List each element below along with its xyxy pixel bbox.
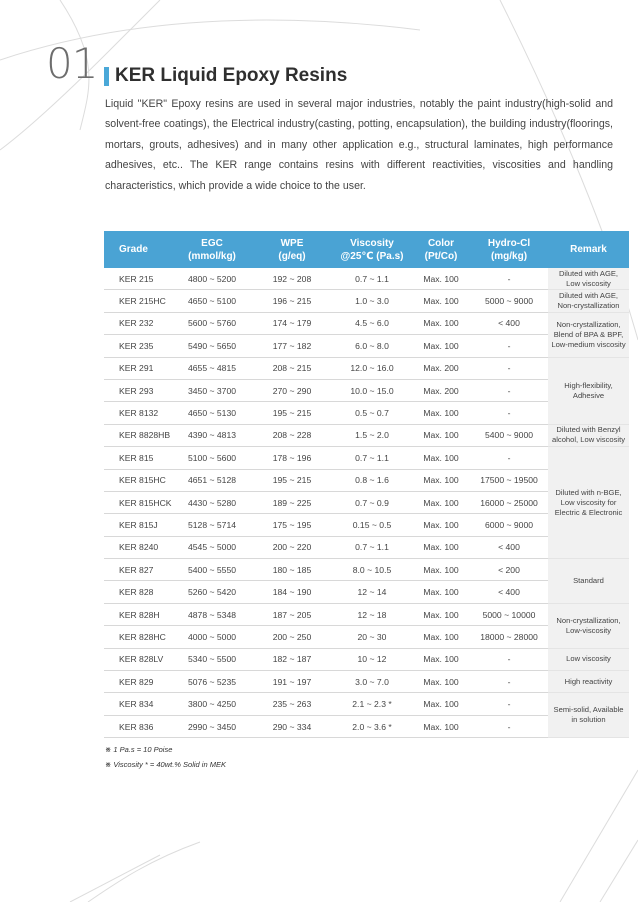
cell-remark: Low viscosity xyxy=(548,648,629,670)
cell-hydro-cl: - xyxy=(470,693,548,715)
cell-egc: 5400 ~ 5550 xyxy=(172,559,252,581)
cell-viscosity: 0.15 ~ 0.5 xyxy=(332,514,412,536)
cell-egc: 4800 ~ 5200 xyxy=(172,268,252,290)
cell-egc: 5128 ~ 5714 xyxy=(172,514,252,536)
cell-remark: High-flexibility, Adhesive xyxy=(548,357,629,424)
cell-egc: 5260 ~ 5420 xyxy=(172,581,252,603)
cell-viscosity: 0.7 ~ 1.1 xyxy=(332,447,412,469)
cell-remark: Standard xyxy=(548,559,629,604)
cell-hydro-cl: < 400 xyxy=(470,536,548,558)
cell-viscosity: 10.0 ~ 15.0 xyxy=(332,379,412,401)
cell-grade: KER 235 xyxy=(104,335,172,357)
cell-wpe: 200 ~ 250 xyxy=(252,626,332,648)
cell-grade: KER 815 xyxy=(104,447,172,469)
header-viscosity xyxy=(332,231,412,268)
cell-remark: Non-crystallization, Blend of BPA & BPF, Low-medium viscosity xyxy=(548,312,629,357)
cell-grade: KER 291 xyxy=(104,357,172,379)
cell-grade: KER 827 xyxy=(104,559,172,581)
cell-viscosity: 3.0 ~ 7.0 xyxy=(332,671,412,693)
cell-wpe: 195 ~ 215 xyxy=(252,402,332,424)
header-wpe-name: WPE xyxy=(280,237,304,249)
header-color xyxy=(412,231,470,268)
cell-wpe: 177 ~ 182 xyxy=(252,335,332,357)
cell-hydro-cl: 17500 ~ 19500 xyxy=(470,469,548,491)
cell-egc: 4650 ~ 5130 xyxy=(172,402,252,424)
cell-wpe: 270 ~ 290 xyxy=(252,379,332,401)
cell-viscosity: 6.0 ~ 8.0 xyxy=(332,335,412,357)
cell-hydro-cl: < 400 xyxy=(470,581,548,603)
cell-grade: KER 834 xyxy=(104,693,172,715)
cell-viscosity: 12 ~ 14 xyxy=(332,581,412,603)
cell-color: Max. 100 xyxy=(412,312,470,334)
cell-hydro-cl: - xyxy=(470,268,548,290)
cell-grade: KER 828HC xyxy=(104,626,172,648)
table-row xyxy=(104,671,629,693)
cell-egc: 2990 ~ 3450 xyxy=(172,715,252,737)
intro-paragraph: Liquid "KER" Epoxy resins are used in several major industries, notably the paint industry(high-solid and solvent-free coatings), the Electrical industry(casting, potting, encapsulation), the building industry(floorings, mortars, grouts, adhesives) and in many other application e.g., structural laminates, high performance adhesives, etc.. The KER range contains resins with different reactivities, viscosities and handling characteristics, which provide a wide choice to the user. xyxy=(105,98,613,192)
table-row xyxy=(104,357,629,379)
header-egc xyxy=(172,231,252,268)
cell-hydro-cl: 5000 ~ 10000 xyxy=(470,603,548,625)
cell-color: Max. 100 xyxy=(412,715,470,737)
cell-remark: Diluted with Benzyl alcohol, Low viscosity xyxy=(548,424,629,446)
cell-viscosity: 4.5 ~ 6.0 xyxy=(332,312,412,334)
cell-color: Max. 100 xyxy=(412,536,470,558)
cell-wpe: 174 ~ 179 xyxy=(252,312,332,334)
title-accent-bar xyxy=(104,67,109,86)
header-egc-unit: (mmol/kg) xyxy=(188,250,236,262)
cell-egc: 5490 ~ 5650 xyxy=(172,335,252,357)
cell-color: Max. 100 xyxy=(412,402,470,424)
cell-wpe: 196 ~ 215 xyxy=(252,290,332,312)
cell-wpe: 208 ~ 228 xyxy=(252,424,332,446)
cell-wpe: 180 ~ 185 xyxy=(252,559,332,581)
cell-color: Max. 100 xyxy=(412,290,470,312)
cell-grade: KER 8240 xyxy=(104,536,172,558)
cell-egc: 4655 ~ 4815 xyxy=(172,357,252,379)
cell-grade: KER 828LV xyxy=(104,648,172,670)
cell-remark: Diluted with n-BGE, Low viscosity for Electric & Electronic xyxy=(548,447,629,559)
cell-viscosity: 12 ~ 18 xyxy=(332,603,412,625)
cell-color: Max. 200 xyxy=(412,357,470,379)
cell-grade: KER 215 xyxy=(104,268,172,290)
header-hydro-cl-name: Hydro-Cl xyxy=(487,237,531,249)
table-row xyxy=(104,447,629,469)
footnotes xyxy=(105,743,226,772)
cell-hydro-cl: - xyxy=(470,671,548,693)
cell-egc: 5100 ~ 5600 xyxy=(172,447,252,469)
cell-color: Max. 100 xyxy=(412,469,470,491)
cell-egc: 4651 ~ 5128 xyxy=(172,469,252,491)
cell-wpe: 187 ~ 205 xyxy=(252,603,332,625)
product-table xyxy=(104,231,629,738)
cell-grade: KER 815HC xyxy=(104,469,172,491)
cell-viscosity: 0.7 ~ 0.9 xyxy=(332,491,412,513)
cell-viscosity: 1.0 ~ 3.0 xyxy=(332,290,412,312)
cell-remark: Non-crystallization, Low-viscosity xyxy=(548,603,629,648)
cell-hydro-cl: 5400 ~ 9000 xyxy=(470,424,548,446)
footnote-poise: ※ 1 Pa.s = 10 Poise xyxy=(105,745,173,754)
cell-wpe: 178 ~ 196 xyxy=(252,447,332,469)
cell-wpe: 195 ~ 215 xyxy=(252,469,332,491)
header-remark: Remark xyxy=(548,231,629,268)
cell-viscosity: 2.1 ~ 2.3 * xyxy=(332,693,412,715)
cell-grade: KER 215HC xyxy=(104,290,172,312)
cell-viscosity: 2.0 ~ 3.6 * xyxy=(332,715,412,737)
cell-grade: KER 828H xyxy=(104,603,172,625)
cell-grade: KER 828 xyxy=(104,581,172,603)
cell-grade: KER 815HCK xyxy=(104,491,172,513)
cell-remark: High reactivity xyxy=(548,671,629,693)
cell-egc: 4650 ~ 5100 xyxy=(172,290,252,312)
cell-color: Max. 100 xyxy=(412,268,470,290)
cell-viscosity: 12.0 ~ 16.0 xyxy=(332,357,412,379)
cell-grade: KER 8132 xyxy=(104,402,172,424)
section-number: 01 xyxy=(46,39,98,88)
cell-hydro-cl: 18000 ~ 28000 xyxy=(470,626,548,648)
cell-hydro-cl: - xyxy=(470,715,548,737)
table-body xyxy=(104,268,629,738)
header-color-name: Color xyxy=(427,237,455,249)
cell-hydro-cl: 5000 ~ 9000 xyxy=(470,290,548,312)
cell-hydro-cl: < 200 xyxy=(470,559,548,581)
cell-color: Max. 100 xyxy=(412,603,470,625)
cell-remark: Diluted with AGE, Low viscosity xyxy=(548,268,629,290)
cell-hydro-cl: 16000 ~ 25000 xyxy=(470,491,548,513)
cell-color: Max. 100 xyxy=(412,491,470,513)
cell-grade: KER 293 xyxy=(104,379,172,401)
cell-grade: KER 232 xyxy=(104,312,172,334)
cell-remark: Diluted with AGE, Non-crystallization xyxy=(548,290,629,312)
cell-hydro-cl: - xyxy=(470,447,548,469)
cell-viscosity: 0.7 ~ 1.1 xyxy=(332,536,412,558)
cell-grade: KER 815J xyxy=(104,514,172,536)
cell-wpe: 189 ~ 225 xyxy=(252,491,332,513)
cell-hydro-cl: - xyxy=(470,648,548,670)
cell-viscosity: 8.0 ~ 10.5 xyxy=(332,559,412,581)
table-row xyxy=(104,648,629,670)
table-row xyxy=(104,312,629,334)
header-color-unit: (Pt/Co) xyxy=(424,250,458,262)
header-wpe xyxy=(252,231,332,268)
cell-wpe: 290 ~ 334 xyxy=(252,715,332,737)
header-egc-name: EGC xyxy=(201,237,223,249)
cell-wpe: 184 ~ 190 xyxy=(252,581,332,603)
cell-color: Max. 100 xyxy=(412,559,470,581)
cell-hydro-cl: - xyxy=(470,357,548,379)
header-grade: Grade xyxy=(104,231,172,268)
cell-grade: KER 829 xyxy=(104,671,172,693)
table-row xyxy=(104,559,629,581)
cell-egc: 4390 ~ 4813 xyxy=(172,424,252,446)
cell-viscosity: 20 ~ 30 xyxy=(332,626,412,648)
cell-wpe: 200 ~ 220 xyxy=(252,536,332,558)
cell-wpe: 191 ~ 197 xyxy=(252,671,332,693)
cell-viscosity: 10 ~ 12 xyxy=(332,648,412,670)
cell-color: Max. 100 xyxy=(412,648,470,670)
cell-wpe: 235 ~ 263 xyxy=(252,693,332,715)
table-row xyxy=(104,693,629,715)
cell-egc: 4545 ~ 5000 xyxy=(172,536,252,558)
cell-grade: KER 836 xyxy=(104,715,172,737)
cell-color: Max. 100 xyxy=(412,671,470,693)
cell-egc: 3800 ~ 4250 xyxy=(172,693,252,715)
cell-egc: 5600 ~ 5760 xyxy=(172,312,252,334)
cell-egc: 4878 ~ 5348 xyxy=(172,603,252,625)
header-hydro-cl xyxy=(470,231,548,268)
cell-egc: 4430 ~ 5280 xyxy=(172,491,252,513)
cell-color: Max. 100 xyxy=(412,514,470,536)
cell-color: Max. 100 xyxy=(412,626,470,648)
cell-viscosity: 0.5 ~ 0.7 xyxy=(332,402,412,424)
cell-egc: 5340 ~ 5500 xyxy=(172,648,252,670)
cell-hydro-cl: - xyxy=(470,335,548,357)
cell-wpe: 175 ~ 195 xyxy=(252,514,332,536)
table-row xyxy=(104,603,629,625)
cell-egc: 5076 ~ 5235 xyxy=(172,671,252,693)
cell-color: Max. 100 xyxy=(412,693,470,715)
cell-viscosity: 0.7 ~ 1.1 xyxy=(332,268,412,290)
cell-viscosity: 0.8 ~ 1.6 xyxy=(332,469,412,491)
table-header-row xyxy=(104,231,629,268)
table-row xyxy=(104,424,629,446)
header-viscosity-name: Viscosity xyxy=(350,237,394,249)
cell-hydro-cl: - xyxy=(470,379,548,401)
cell-remark: Semi-solid, Available in solution xyxy=(548,693,629,738)
cell-wpe: 192 ~ 208 xyxy=(252,268,332,290)
cell-egc: 4000 ~ 5000 xyxy=(172,626,252,648)
cell-wpe: 208 ~ 215 xyxy=(252,357,332,379)
header-hydro-cl-unit: (mg/kg) xyxy=(490,250,528,262)
cell-color: Max. 100 xyxy=(412,447,470,469)
header-viscosity-unit: @25℃ (Pa.s) xyxy=(340,250,404,262)
header-wpe-unit: (g/eq) xyxy=(278,250,306,262)
cell-hydro-cl: 6000 ~ 9000 xyxy=(470,514,548,536)
cell-hydro-cl: < 400 xyxy=(470,312,548,334)
cell-color: Max. 100 xyxy=(412,581,470,603)
cell-wpe: 182 ~ 187 xyxy=(252,648,332,670)
cell-egc: 3450 ~ 3700 xyxy=(172,379,252,401)
table-row xyxy=(104,268,629,290)
cell-color: Max. 200 xyxy=(412,379,470,401)
page-title: KER Liquid Epoxy Resins xyxy=(115,65,348,86)
footnote-viscosity: ※ Viscosity * = 40wt.% Solid in MEK xyxy=(105,759,226,769)
cell-color: Max. 100 xyxy=(412,424,470,446)
cell-viscosity: 1.5 ~ 2.0 xyxy=(332,424,412,446)
table-row xyxy=(104,290,629,312)
cell-color: Max. 100 xyxy=(412,335,470,357)
cell-hydro-cl: - xyxy=(470,402,548,424)
cell-grade: KER 8828HB xyxy=(104,424,172,446)
